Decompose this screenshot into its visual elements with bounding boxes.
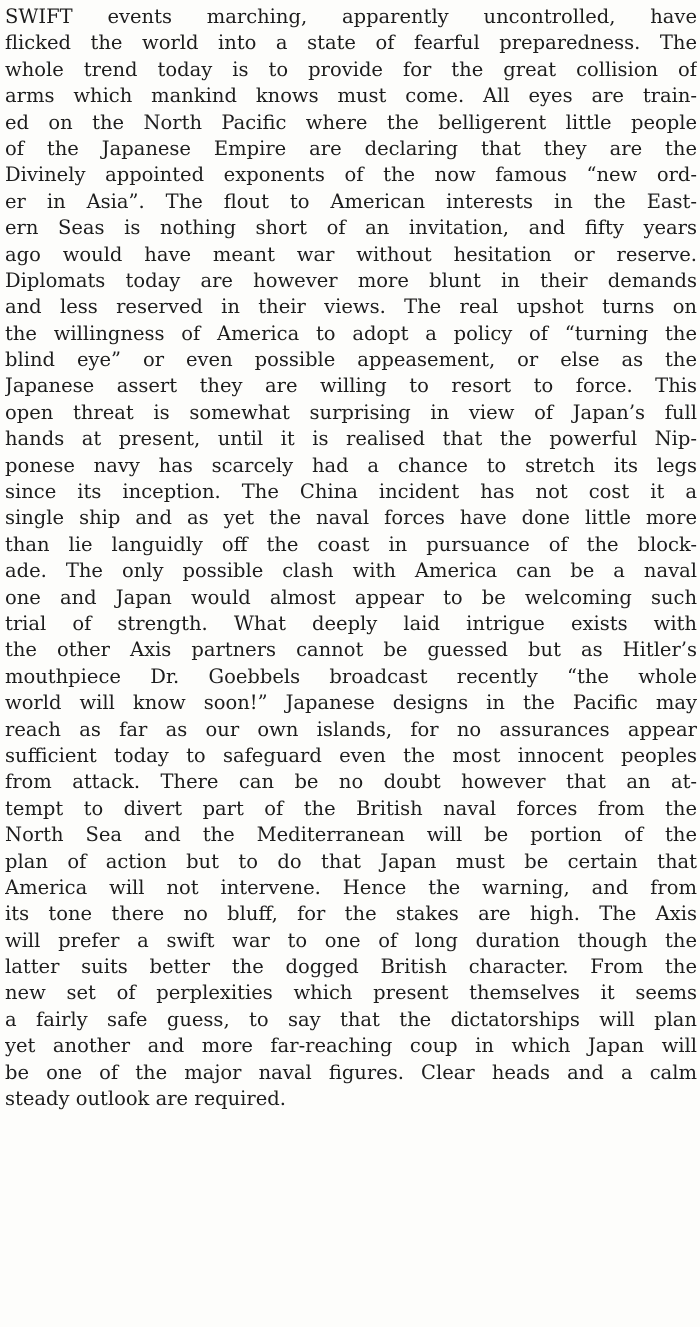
article-line: SWIFT events marching, apparently uncontrolled, have	[5, 5, 697, 28]
article-body	[5, 4, 697, 1112]
article-line: a fairly safe guess, to say that the dictatorships will plan	[5, 1007, 697, 1031]
article-line: be one of the major naval figures. Clear heads and a calm	[5, 1060, 697, 1084]
article-line: the willingness of America to adopt a policy of “turning the	[5, 321, 697, 345]
article-line: steady outlook are required.	[5, 1087, 286, 1111]
article-line: Diplomats today are however more blunt in their demands	[5, 268, 697, 292]
article-line: North Sea and the Mediterranean will be portion of the	[5, 823, 697, 847]
article-line: one and Japan would almost appear to be welcoming such	[5, 585, 697, 609]
article-line: and less reserved in their views. The real upshot turns on	[5, 295, 697, 319]
article-line: than lie languidly off the coast in pursuance of the block-	[5, 532, 697, 556]
article-line: since its inception. The China incident has not cost it a	[5, 480, 697, 504]
article-line: reach as far as our own islands, for no assurances appear	[5, 717, 697, 741]
article-line: mouthpiece Dr. Goebbels broadcast recently “the whole	[5, 664, 697, 688]
article-line: from attack. There can be no doubt however that an at-	[5, 770, 697, 794]
article-line: sufficient today to safeguard even the most innocent peoples	[5, 743, 697, 767]
article-line: of the Japanese Empire are declaring that they are the	[5, 136, 697, 160]
article-line: trial of strength. What deeply laid intrigue exists with	[5, 611, 697, 635]
article-line: the other Axis partners cannot be guessed but as Hitler’s	[5, 638, 697, 662]
article-line: blind eye” or even possible appeasement, or else as the	[5, 348, 697, 372]
article-line: tempt to divert part of the British naval forces from the	[5, 796, 697, 820]
article-line: new set of perplexities which present themselves it seems	[5, 981, 697, 1005]
article-line: single ship and as yet the naval forces have done little more	[5, 506, 697, 530]
article-line: whole trend today is to provide for the great collision of	[5, 57, 697, 81]
article-line: flicked the world into a state of fearful preparedness. The	[5, 31, 697, 55]
article-line: its tone there no bluff, for the stakes are high. The Axis	[5, 902, 697, 926]
article-line: will prefer a swift war to one of long duration though the	[5, 928, 697, 952]
article-line: world will know soon!” Japanese designs in the Pacific may	[5, 691, 697, 715]
article-line: America will not intervene. Hence the warning, and from	[5, 875, 697, 899]
article-line: ponese navy has scarcely had a chance to stretch its legs	[5, 453, 697, 477]
article-line: er in Asia”. The flout to American interests in the East-	[5, 189, 697, 213]
article-line: latter suits better the dogged British character. From the	[5, 955, 697, 979]
article-line: arms which mankind knows must come. All eyes are train-	[5, 84, 697, 108]
article-line: ern Seas is nothing short of an invitation, and fifty years	[5, 216, 697, 240]
article-line: Japanese assert they are willing to resort to force. This	[5, 374, 697, 398]
article-line: open threat is somewhat surprising in view of Japan’s full	[5, 400, 697, 424]
article-line: yet another and more far-reaching coup in which Japan will	[5, 1034, 697, 1058]
article-line: ed on the North Pacific where the belligerent little people	[5, 110, 697, 134]
article-line: hands at present, until it is realised that the powerful Nip-	[5, 427, 697, 451]
article-line: Divinely appointed exponents of the now famous “new ord-	[5, 163, 697, 187]
article-line: ago would have meant war without hesitation or reserve.	[5, 242, 697, 266]
article-line: ade. The only possible clash with America can be a naval	[5, 559, 697, 583]
article-line: plan of action but to do that Japan must be certain that	[5, 849, 697, 873]
